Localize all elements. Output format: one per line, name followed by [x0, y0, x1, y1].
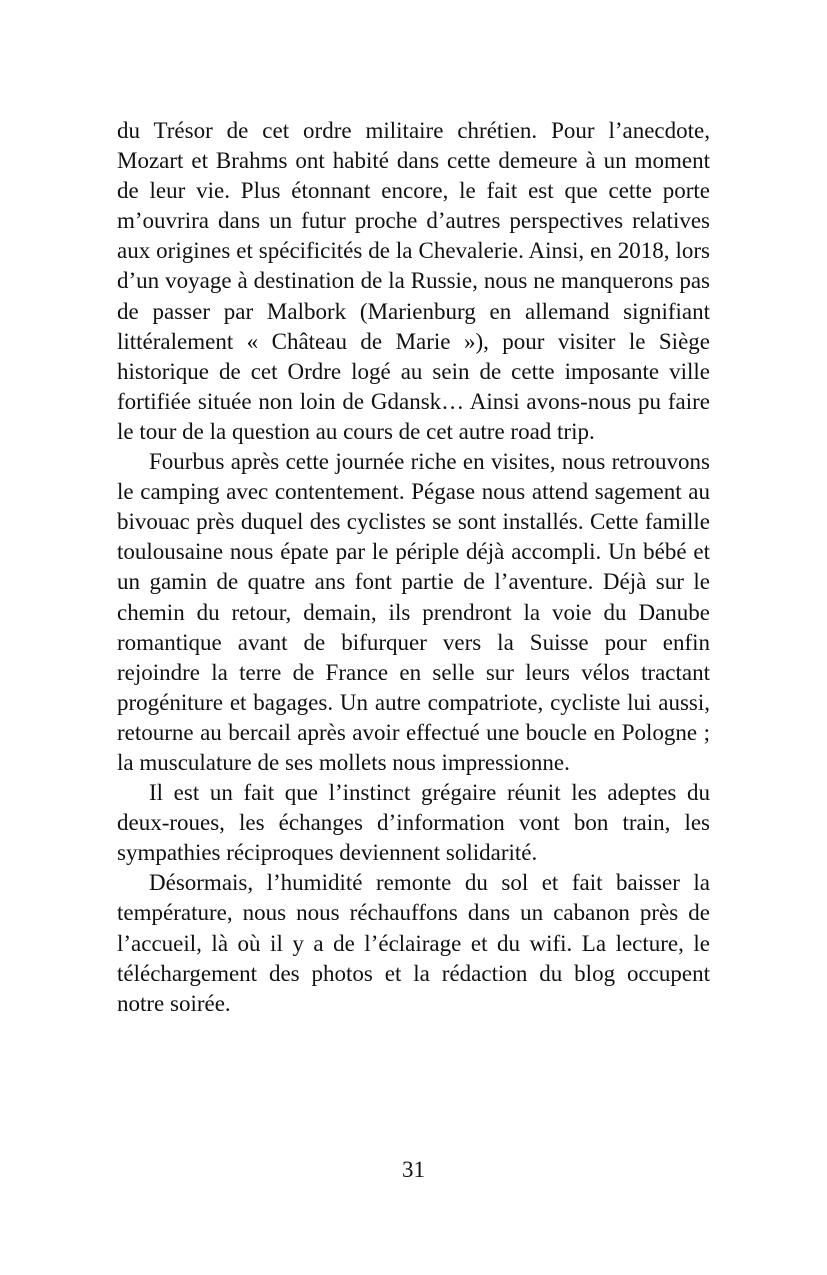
- paragraph-instinct: Il est un fait que l’instinct grégaire réunit les adeptes du deux-roues, les échanges d’information vont bon train, les sympathies réciproques deviennent solidarité.: [117, 780, 710, 866]
- body-text: [117, 116, 710, 1019]
- paragraph-evening: Désormais, l’humidité remonte du sol et fait baisser la température, nous nous réchauffons dans un cabanon près de l’accueil, là où il y a de l’éclairage et du wifi. La lecture, le téléchargement des photos et la rédaction du blog occupent notre soirée.: [117, 870, 710, 1016]
- page-number: 31: [402, 1157, 425, 1182]
- paragraph-camping: Fourbus après cette journée riche en visites, nous retrouvons le camping avec contentement. Pégase nous attend sagement au bivouac près duquel des cyclistes se sont installés. Cette famille toulousaine nous épate par le périple déjà accompli. Un bébé et un gamin de quatre ans font partie de l’aventure. Déjà sur le chemin du retour, demain, ils prendront la voie du Danube romantique avant de bifurquer vers la Suisse pour enfin rejoindre la terre de France en selle sur leurs vélos tractant progéniture et bagages. Un autre compatriote, cycliste lui aussi, retourne au bercail après avoir effectué une boucle en Pologne ; la musculature de ses mollets nous impressionne.: [117, 449, 710, 775]
- paragraph-continuation: du Trésor de cet ordre militaire chrétien. Pour l’anecdote, Mozart et Brahms ont habité dans cette demeure à un moment de leur vie. Plus étonnant encore, le fait est que cette porte m’ouvrira dans un futur proche d’autres perspectives relatives aux origines et spécificités de la Chevalerie. Ainsi, en 2018, lors d’un voyage à destination de la Russie, nous ne manquerons pas de passer par Malbork (Marienburg en allemand signifiant littéralement « Château de Marie »), pour visiter le Siège historique de cet Ordre logé au sein de cette imposante ville fortifiée située non loin de Gdansk… Ainsi avons-nous pu faire le tour de la question au cours de cet autre road trip.: [117, 118, 710, 444]
